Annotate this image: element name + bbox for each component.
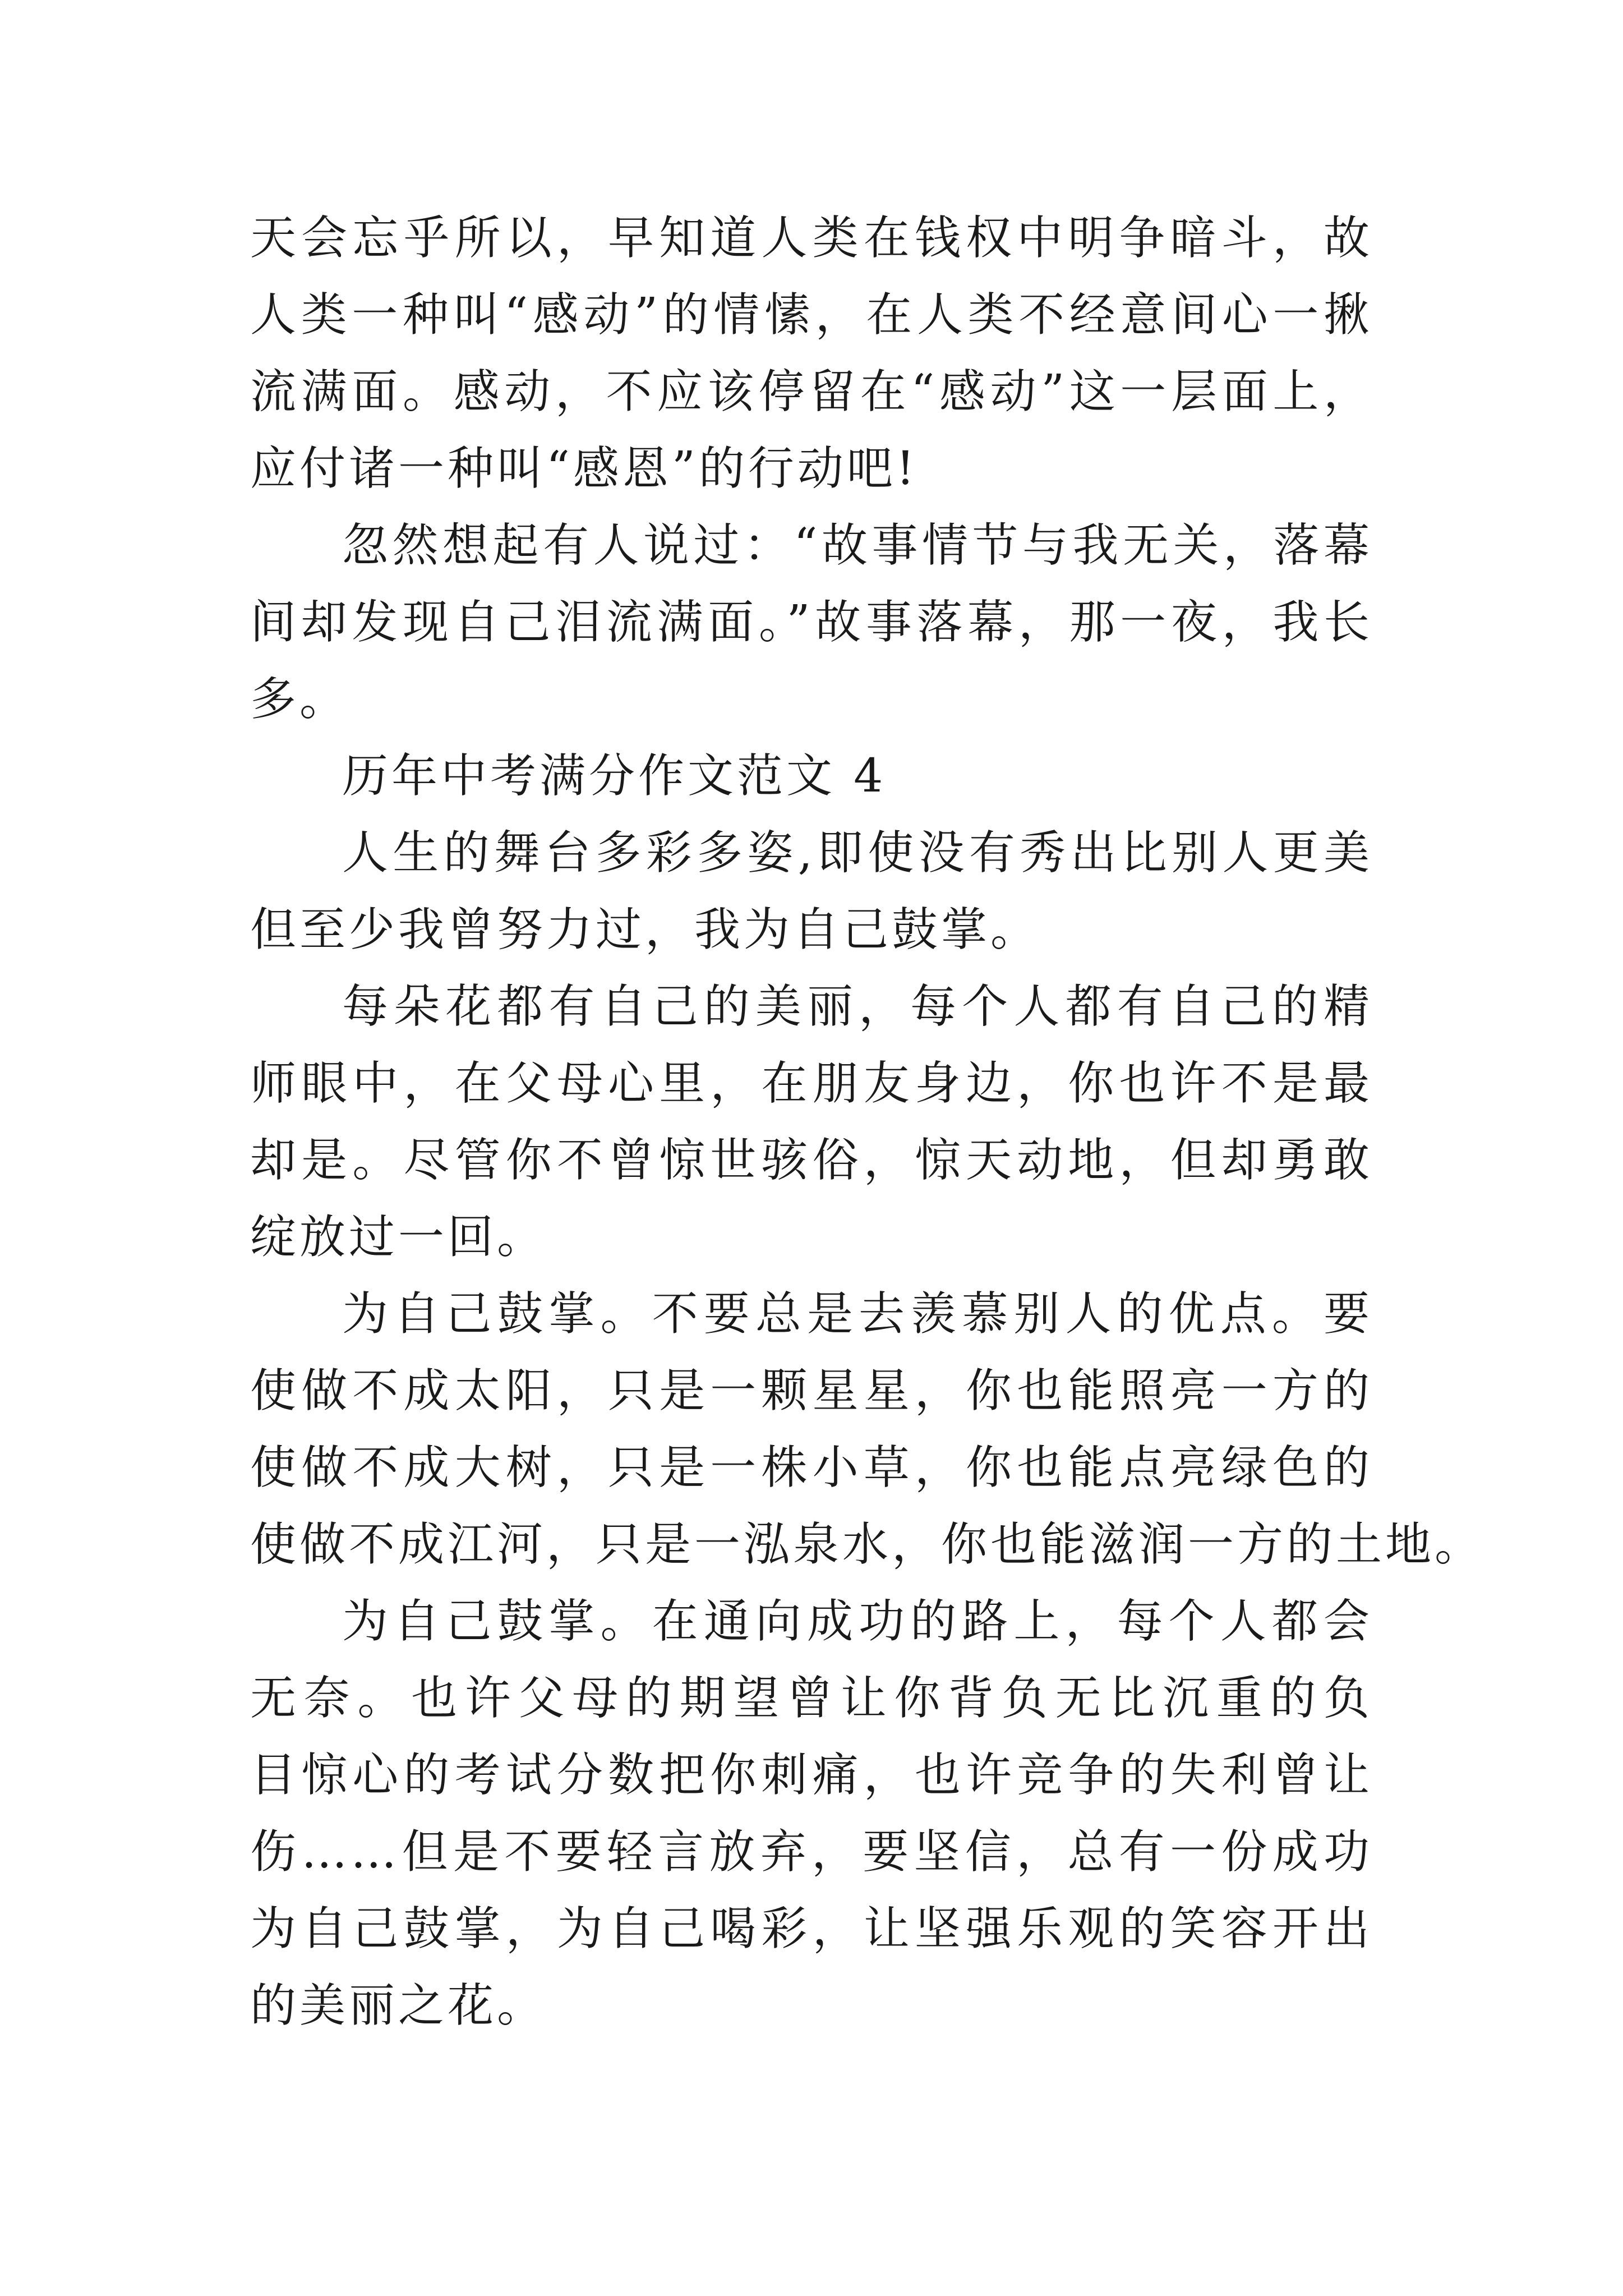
- text-line: 间却发现自己泪流满面。”故事落幕，那一夜，我长: [250, 596, 1373, 649]
- text-line: 每朵花都有自己的美丽，每个人都有自己的精: [342, 980, 1373, 1033]
- text-line: 流满面。感动，不应该停留在“感动”这一层面上，: [250, 365, 1373, 418]
- text-line: 为自己鼓掌，为自己喝彩，让坚强乐观的笑容开出: [250, 1902, 1373, 1955]
- text-line: 师眼中，在父母心里，在朋友身边，你也许不是最: [250, 1057, 1373, 1110]
- text-line: 忽然想起有人说过：“故事情节与我无关，落幕: [342, 519, 1373, 572]
- text-line: 目惊心的考试分数把你刺痛，也许竞争的失利曾让: [250, 1749, 1373, 1802]
- document-body: [250, 200, 1484, 2044]
- text-line: 使做不成大树，只是一株小草，你也能点亮绿色的: [250, 1441, 1373, 1494]
- text-line: 无奈。也许父母的期望曾让你背负无比沉重的负: [250, 1672, 1373, 1725]
- text-line: 绽放过一回。: [250, 1211, 547, 1264]
- text-line: 的美丽之花。: [250, 1979, 547, 2032]
- text-line: 伤……但是不要轻言放弃，要坚信，总有一份成功: [250, 1825, 1373, 1879]
- text-line: 却是。尽管你不曾惊世骇俗，惊天动地，但却勇敢: [250, 1134, 1373, 1187]
- text-line: 使做不成太阳，只是一颗星星，你也能照亮一方的: [250, 1364, 1373, 1418]
- text-line: 应付诸一种叫“感恩”的行动吧!: [250, 442, 918, 495]
- text-line: 为自己鼓掌。在通向成功的路上，每个人都会: [342, 1595, 1373, 1648]
- section-heading: 历年中考满分作文范文 4: [342, 749, 887, 803]
- text-line: 使做不成江河，只是一泓泉水，你也能滋润一方的土地。: [250, 1518, 1484, 1571]
- text-line: 为自己鼓掌。不要总是去羡慕别人的优点。要: [342, 1287, 1373, 1341]
- text-line: 多。: [250, 673, 349, 726]
- text-line: 但至少我曾努力过，我为自己鼓掌。: [250, 903, 1040, 956]
- text-line: 人类一种叫“感动”的情愫，在人类不经意间心一揪: [250, 288, 1373, 342]
- text-line: 人生的舞台多彩多姿,即使没有秀出比别人更美: [342, 826, 1373, 880]
- text-line: 天会忘乎所以，早知道人类在钱权中明争暗斗，故: [250, 211, 1373, 265]
